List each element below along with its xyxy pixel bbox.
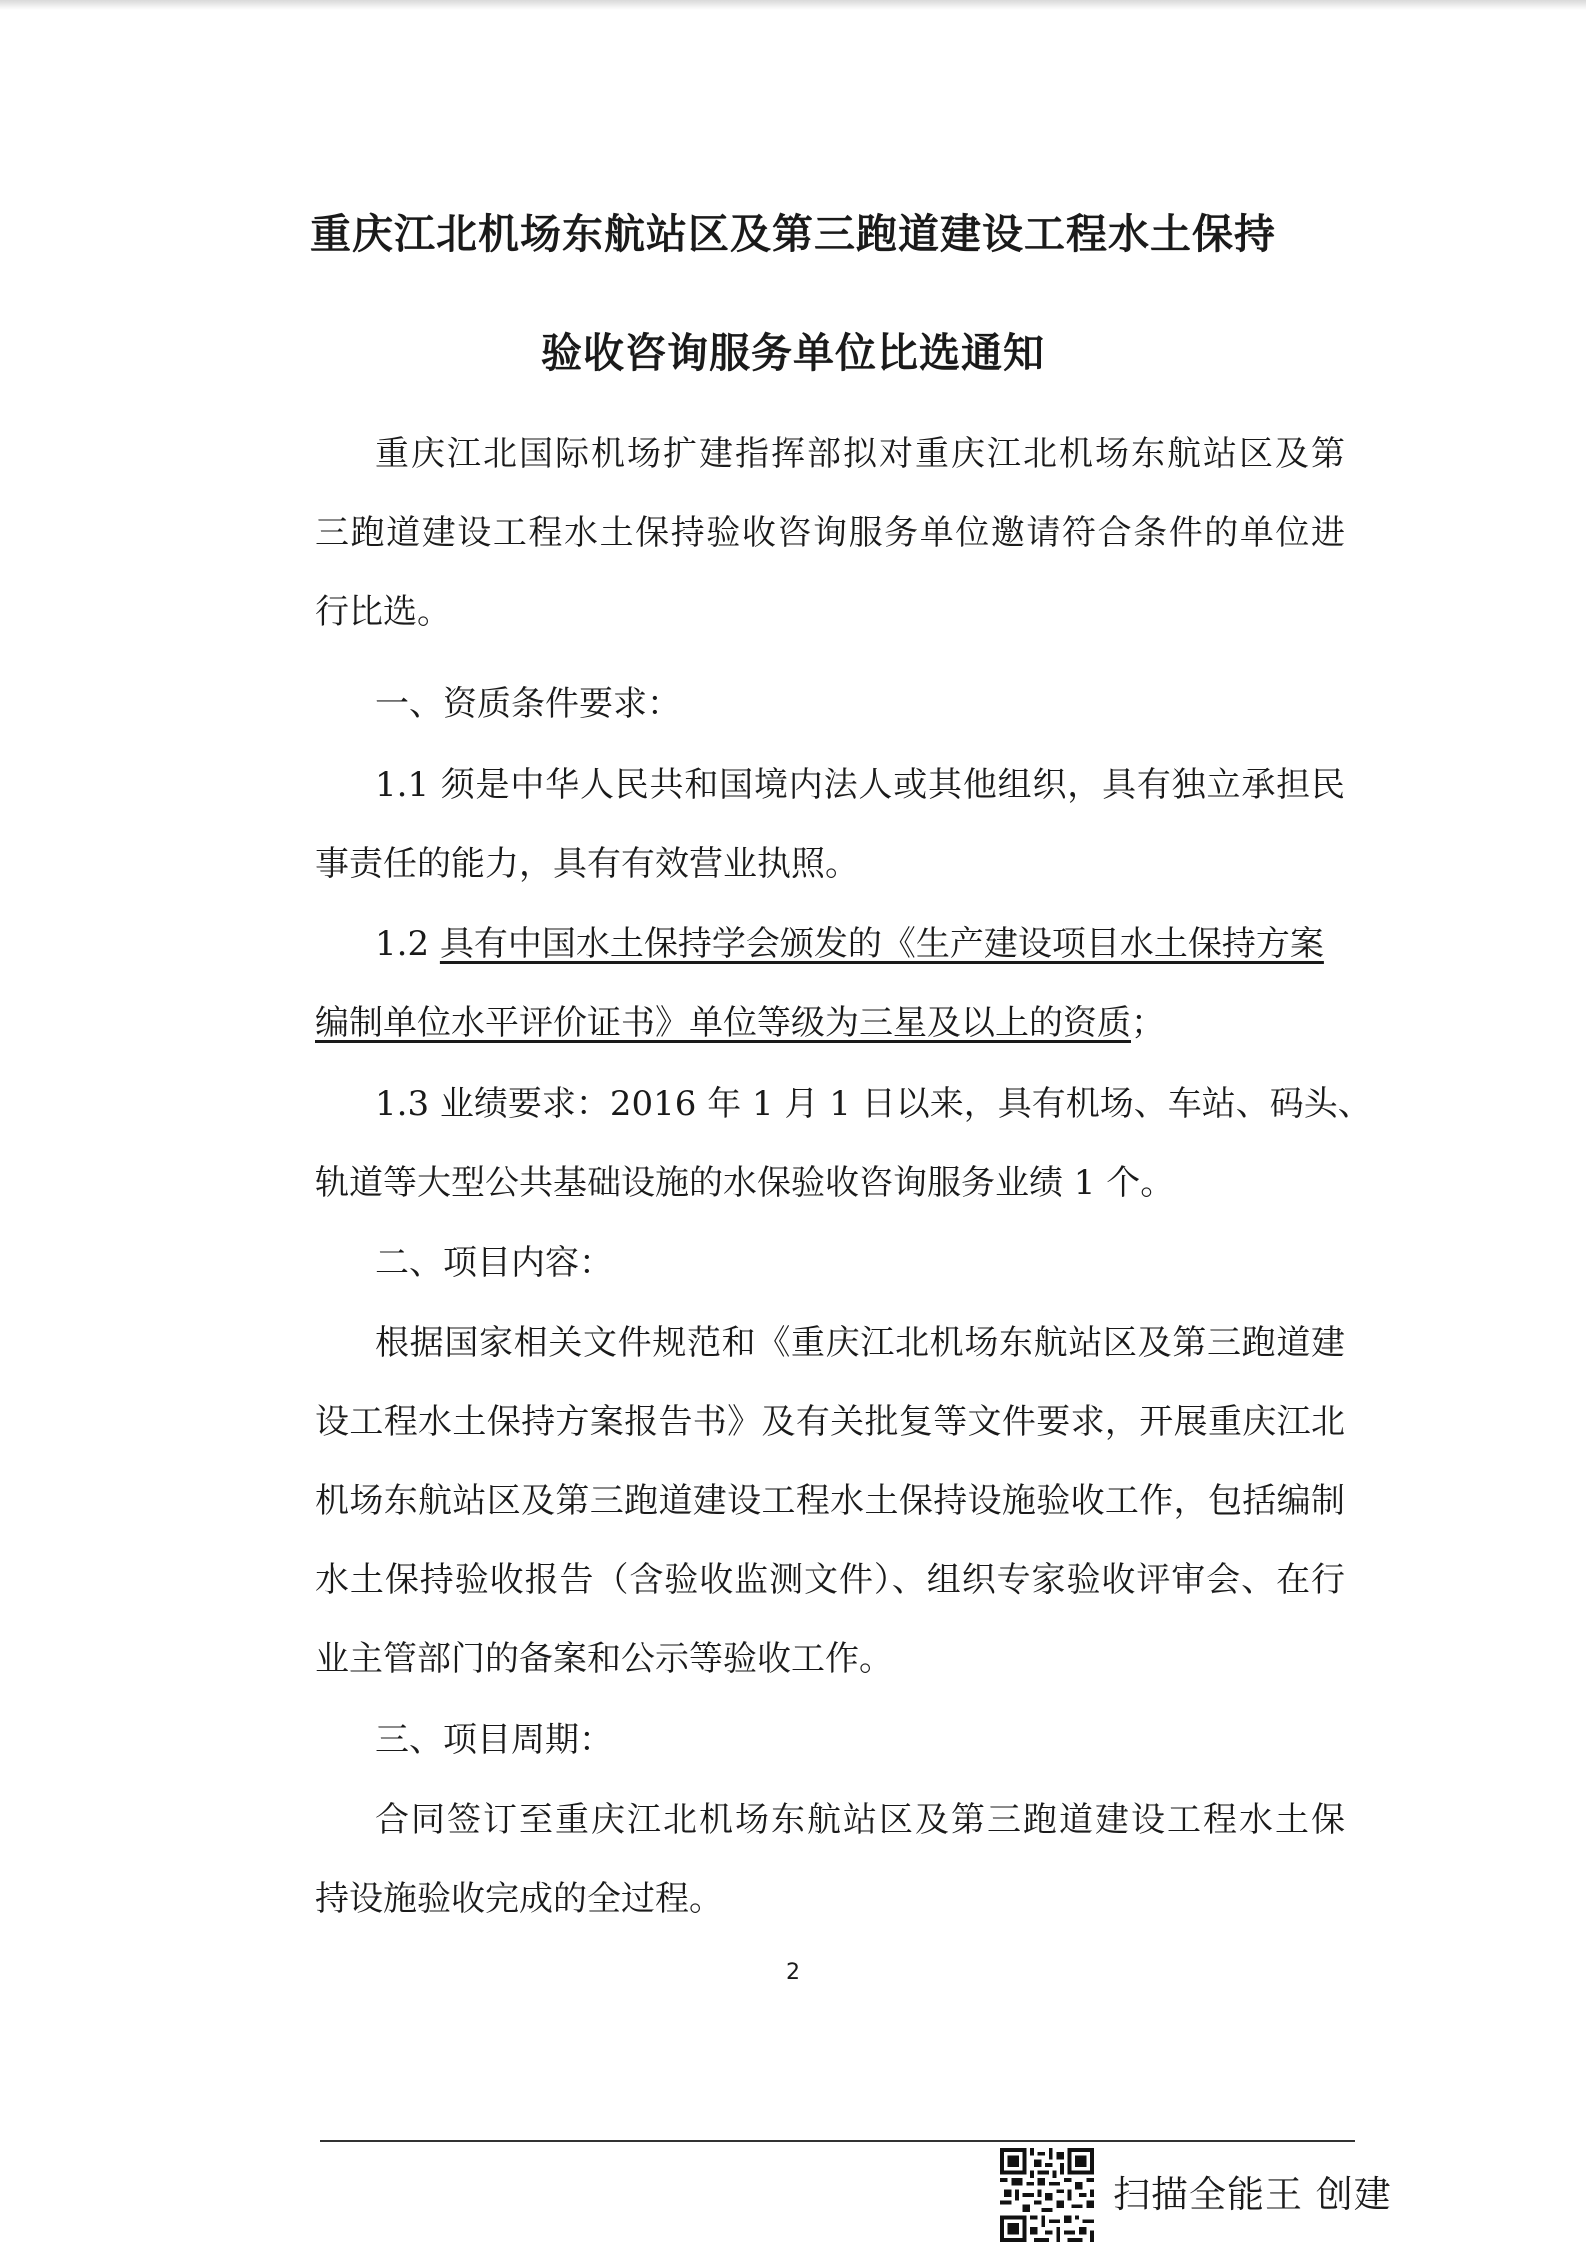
page-number: 2 (786, 1960, 800, 1985)
item-1-2-line-2 (315, 999, 1345, 1047)
item-1-3-line-2: 轨道等大型公共基础设施的水保验收咨询服务业绩 1 个。 (315, 1163, 1175, 1203)
section-2-line-3: 机场东航站区及第三跑道建设工程水土保持设施验收工作，包括编制 (315, 1481, 1345, 1521)
qr-code-icon (1000, 2148, 1094, 2242)
section-3-heading: 三、项目周期： (375, 1720, 613, 1760)
document-title-line-2: 验收咨询服务单位比选通知 (541, 329, 1045, 377)
intro-line-3: 行比选。 (315, 592, 451, 632)
section-3-line-1: 合同签订至重庆江北机场东航站区及第三跑道建设工程水土保 (375, 1800, 1345, 1840)
document-title-line-1: 重庆江北机场东航站区及第三跑道建设工程水土保持 (310, 210, 1276, 258)
item-1-1-line-2: 事责任的能力，具有有效营业执照。 (315, 844, 859, 884)
item-1-3-line-1: 1.3 业绩要求：2016 年 1 月 1 日以来，具有机场、车站、码头、 (375, 1084, 1372, 1124)
intro-line-1: 重庆江北国际机场扩建指挥部拟对重庆江北机场东航站区及第 (375, 434, 1345, 474)
item-1-2-underlined-text-a: 具有中国水土保持学会颁发的《生产建设项目水土保持方案 (439, 924, 1324, 964)
item-1-2-number: 1.2 (375, 924, 440, 964)
item-1-2-line-1 (375, 920, 1345, 968)
section-2-line-2: 设工程水土保持方案报告书》及有关批复等文件要求，开展重庆江北 (315, 1402, 1345, 1442)
intro-line-2: 三跑道建设工程水土保持验收咨询服务单位邀请符合条件的单位进 (315, 513, 1345, 553)
section-2-heading: 二、项目内容： (375, 1243, 613, 1283)
section-2-line-4: 水土保持验收报告（含验收监测文件）、组织专家验收评审会、在行 (315, 1560, 1345, 1600)
item-1-1-line-1: 1.1 须是中华人民共和国境内法人或其他组织，具有独立承担民 (375, 765, 1345, 805)
scanner-watermark: 扫描全能王 创建 (1113, 2173, 1392, 2216)
section-1-heading: 一、资质条件要求： (375, 684, 681, 724)
section-2-line-5: 业主管部门的备案和公示等验收工作。 (315, 1639, 893, 1679)
item-1-2-underlined-text-b: 编制单位水平评价证书》单位等级为三星及以上的资质 (315, 1003, 1131, 1043)
item-1-2-semicolon: ； (1131, 1003, 1165, 1043)
scan-top-edge (0, 0, 1586, 10)
footer-divider (320, 2140, 1355, 2142)
section-3-line-2: 持设施验收完成的全过程。 (315, 1879, 723, 1919)
section-2-line-1: 根据国家相关文件规范和《重庆江北机场东航站区及第三跑道建 (375, 1323, 1345, 1363)
